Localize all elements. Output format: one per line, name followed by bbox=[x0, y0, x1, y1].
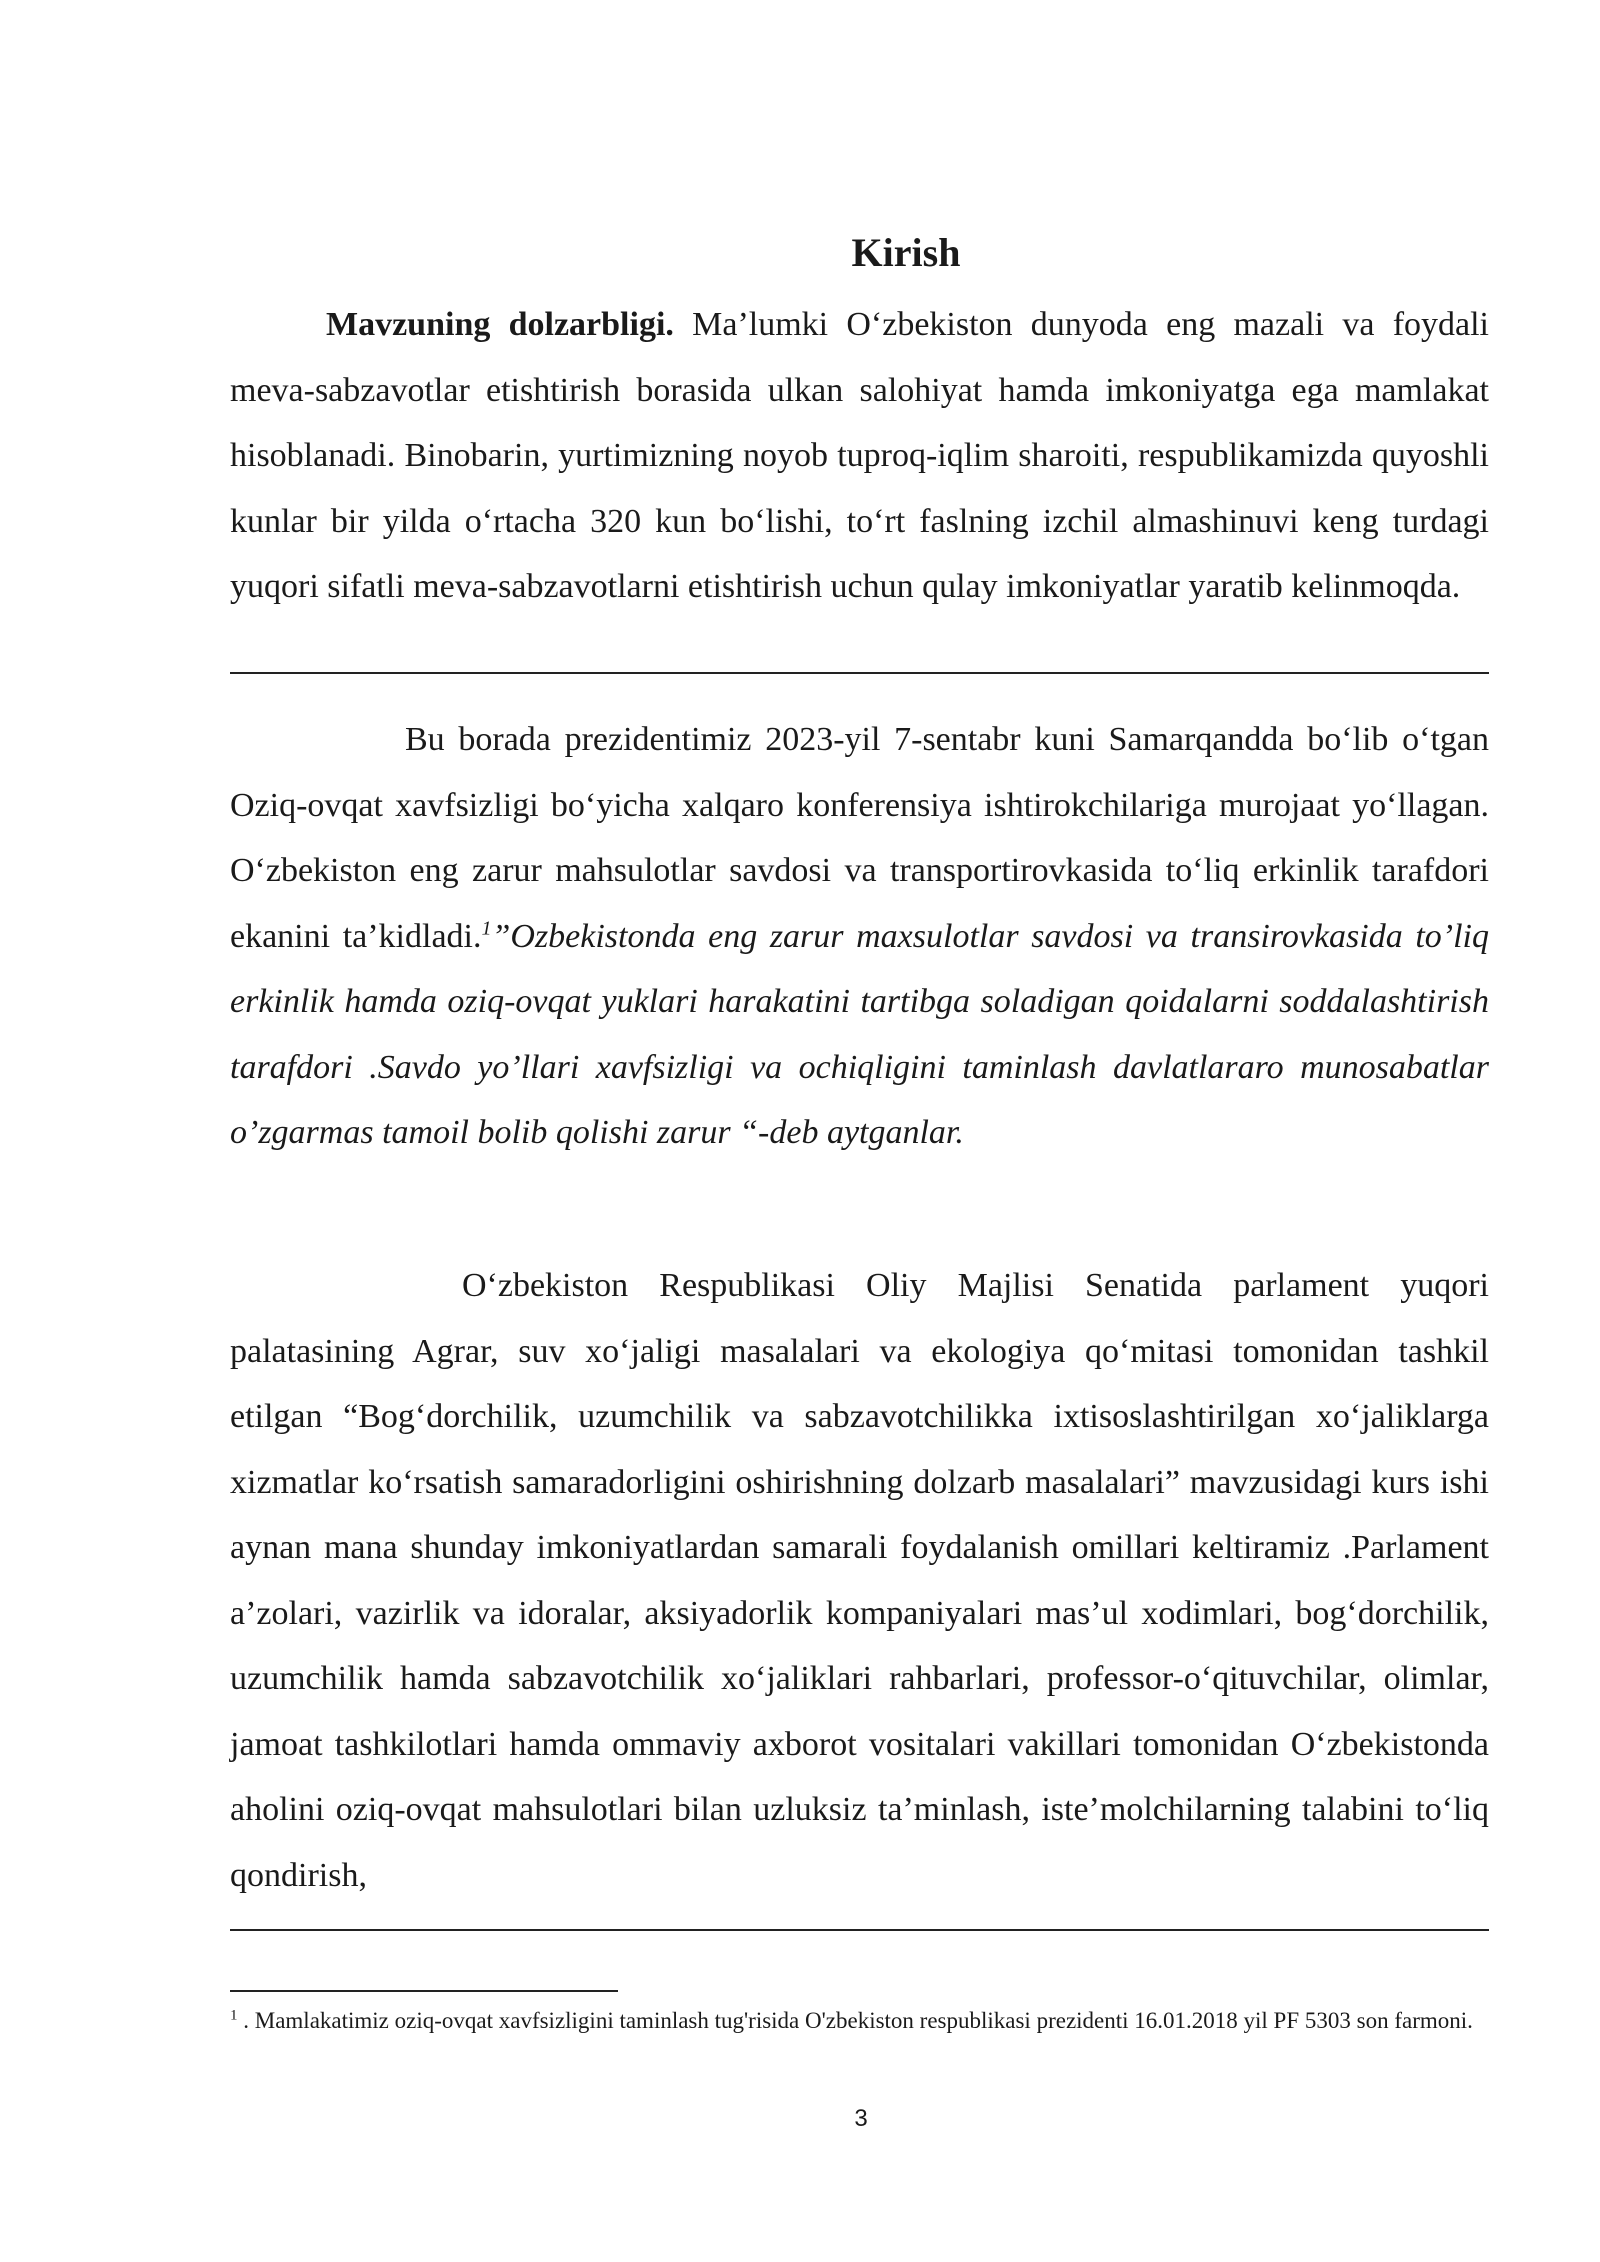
footnote-reference[interactable]: 1 bbox=[481, 917, 492, 940]
section-title: Kirish bbox=[851, 230, 961, 275]
paragraph-body: Ma’lumki O‘zbekiston dunyoda eng mazali va foydali meva-sabzavotlar etishtirish borasida ulkan salohiyat hamda imkoniyatga ega mamlakat hisoblanadi. Binobarin, yurtimizning noyob tuproq-iqlim sharoiti, respublikamizda quyoshli kunlar bir yilda o‘rtacha 320 kun bo‘lishi, to‘rt faslning izchil almashinuvi keng turdagi yuqori sifatli meva-sabzavotlarni etishtirish uchun qulay imkoniyatlar yaratib kelinmoqda. bbox=[230, 306, 1489, 605]
president-quote: ”Ozbekistonda eng zarur maxsulotlar savdosi va transirovkasida to’liq erkinlik hamda oziq-ovqat yuklari harakatini tartibga soladigan qoidalarni soddalashtirish tarafdori .Savdo yo’llari xavfsizligi va ochiqligini taminlash davlatlararo munosabatlar o’zgarmas tamoil bolib qolishi zarur “-deb aytganlar. bbox=[230, 917, 1489, 1151]
paragraph-senate bbox=[230, 1253, 1489, 1908]
footnote bbox=[230, 2005, 1500, 2037]
paragraph-relevance bbox=[230, 292, 1489, 620]
footnote-separator bbox=[230, 1990, 618, 1992]
paragraph-president bbox=[230, 707, 1489, 1166]
horizontal-rule bbox=[230, 1929, 1489, 1931]
horizontal-rule bbox=[230, 672, 1489, 674]
paragraph-body: Bu borada prezidentimiz 2023-yil 7-sentabr kuni Samarqandda bo‘lib o‘tgan Oziq-ovqat xavfsizligi bo‘yicha xalqaro konferensiya ishtirokchilariga murojaat yo‘llagan. O‘zbekiston eng zarur mahsulotlar savdosi va transportirovkasida to‘liq erkinlik tarafdori ekanini ta’kidladi. bbox=[230, 721, 1489, 955]
paragraph-body: O‘zbekiston Respublikasi Oliy Majlisi Senatida parlament yuqori palatasining Agrar, suv xo‘jaligi masalalari va ekologiya qo‘mitasi tomonidan tashkil etilgan “Bog‘dorchilik, uzumchilik va sabzavotchilikka ixtisoslashtirilgan xo‘jaliklarga xizmatlar ko‘rsatish samaradorligini oshirishning dolzarb masalalari” mavzusidagi kurs ishi aynan mana shunday imkoniyatlardan samarali foydalanish omillari keltiramiz .Parlament a’zolari, vazirlik va idoralar, aksiyadorlik kompaniyalari mas’ul xodimlari, bog‘dorchilik, uzumchilik hamda sabzavotchilik xo‘jaliklari rahbarlari, professor-o‘qituvchilar, olimlar, jamoat tashkilotlari hamda ommaviy axborot vositalari vakillari tomonidan O‘zbekistonda aholini oziq-ovqat mahsulotlari bilan uzluksiz ta’minlash, iste’molchilarning talabini to‘liq qondirish, bbox=[230, 1267, 1489, 1894]
paragraph-lead: Mavzuning dolzarbligi. bbox=[326, 306, 674, 343]
footnote-text: . Mamlakatimiz oziq-ovqat xavfsizligini taminlash tug'risida O'zbekiston respublikasi prezidenti 16.01.2018 yil PF 5303 son farmoni. bbox=[237, 2008, 1473, 2033]
footnote-marker: 1 bbox=[230, 2007, 238, 2024]
page-number: 3 bbox=[854, 2105, 868, 2132]
